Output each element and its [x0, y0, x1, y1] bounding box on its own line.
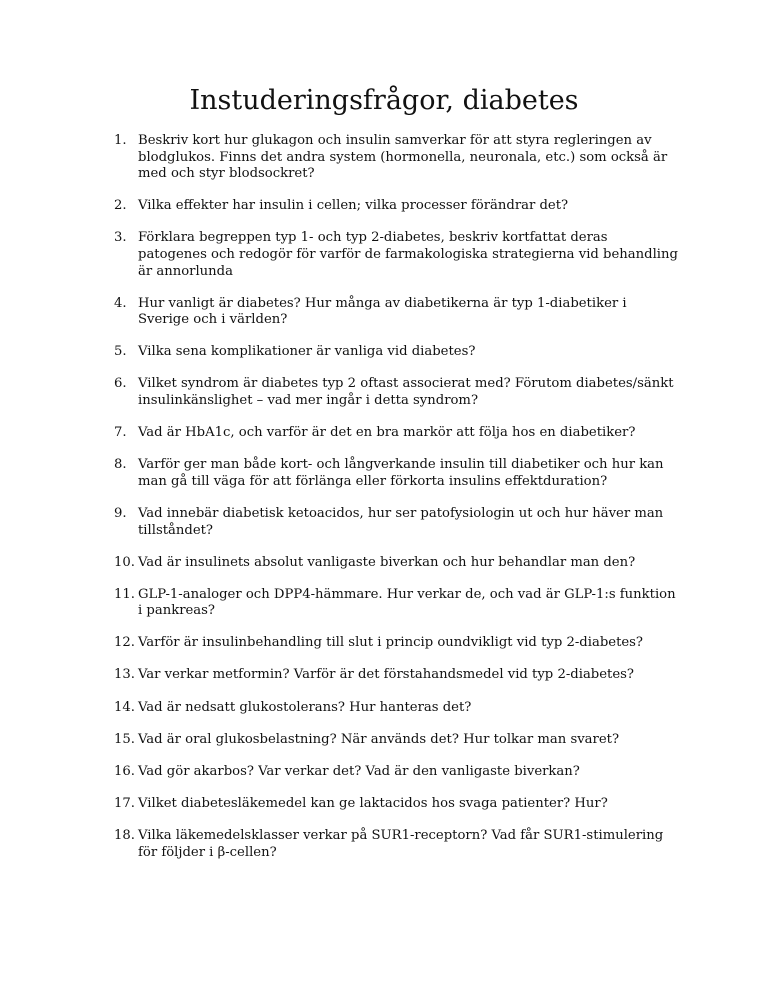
question-text: Vad är HbA1c, och varför är det en bra markör att följa hos en diabetiker? — [138, 425, 636, 441]
question-item — [114, 230, 680, 280]
question-item — [114, 667, 680, 684]
question-number: 3. — [114, 230, 127, 246]
question-number: 5. — [114, 344, 127, 360]
question-text: Hur vanligt är diabetes? Hur många av diabetikerna är typ 1-diabetiker i Sverige och i världen? — [138, 295, 627, 328]
question-text: Förklara begreppen typ 1- och typ 2-diabetes, beskriv kortfattat deras patogenes och redogör för varför de farmakologiska strategierna vid behandling är annorlunda — [138, 230, 678, 279]
question-number: 12. — [114, 635, 135, 651]
question-number: 17. — [114, 795, 135, 811]
question-item — [114, 296, 680, 329]
question-text: Vad är oral glukosbelastning? När används det? Hur tolkar man svaret? — [138, 731, 620, 747]
question-number: 15. — [114, 731, 135, 747]
question-item — [114, 133, 680, 183]
question-number: 13. — [114, 667, 135, 683]
question-number: 18. — [114, 827, 135, 843]
question-number: 10. — [114, 554, 135, 570]
question-number: 4. — [114, 295, 127, 311]
question-number: 16. — [114, 763, 135, 779]
question-item — [114, 796, 680, 813]
question-text: Vilket syndrom är diabetes typ 2 oftast associerat med? Förutom diabetes/sänkt insulinkänslighet – vad mer ingår i detta syndrom? — [138, 376, 674, 409]
question-text: Vad gör akarbos? Var verkar det? Vad är den vanligaste biverkan? — [138, 763, 580, 779]
page-title: Instuderingsfrågor, diabetes — [189, 85, 579, 116]
question-text: GLP-1-analoger och DPP4-hämmare. Hur verkar de, och vad är GLP-1:s funktion i pankreas? — [138, 586, 676, 619]
question-number: 7. — [114, 425, 127, 441]
question-text: Vilka effekter har insulin i cellen; vilka processer förändrar det? — [138, 198, 569, 214]
question-item — [114, 764, 680, 781]
question-text: Var verkar metformin? Varför är det förstahandsmedel vid typ 2-diabetes? — [138, 667, 634, 683]
question-text: Varför är insulinbehandling till slut i princip oundvikligt vid typ 2-diabetes? — [138, 635, 644, 651]
question-text: Vad innebär diabetisk ketoacidos, hur ser patofysiologin ut och hur häver man tillståndet? — [138, 505, 664, 538]
question-number: 2. — [114, 198, 127, 214]
question-number: 8. — [114, 457, 127, 473]
question-text: Vilket diabetesläkemedel kan ge laktacidos hos svaga patienter? Hur? — [138, 795, 608, 811]
question-number: 9. — [114, 505, 127, 521]
question-item — [114, 425, 680, 442]
question-text: Varför ger man både kort- och långverkande insulin till diabetiker och hur kan man gå till väga för att förlänga eller förkorta insulins effektduration? — [138, 457, 664, 489]
question-text: Vad är insulinets absolut vanligaste biverkan och hur behandlar man den? — [138, 554, 636, 570]
question-item — [114, 555, 680, 572]
question-number: 14. — [114, 699, 135, 715]
question-item — [114, 457, 680, 490]
question-number: 1. — [114, 133, 127, 148]
question-item — [114, 828, 680, 861]
question-item — [114, 587, 680, 620]
question-item — [114, 376, 680, 409]
question-item — [114, 700, 680, 717]
question-text: Vilka sena komplikationer är vanliga vid diabetes? — [138, 344, 476, 360]
question-list — [114, 133, 680, 877]
question-item — [114, 506, 680, 539]
question-number: 6. — [114, 376, 127, 392]
question-item — [114, 732, 680, 749]
question-item — [114, 344, 680, 361]
question-text: Beskriv kort hur glukagon och insulin samverkar för att styra regleringen av blodglukos. Finns det andra system (hormonella, neuronala, etc.) som också är med och styr blodsockret? — [138, 133, 668, 182]
question-text: Vad är nedsatt glukostolerans? Hur hanteras det? — [138, 699, 472, 715]
question-text: Vilka läkemedelsklasser verkar på SUR1-receptorn? Vad får SUR1-stimulering för följder i β-cellen? — [138, 827, 664, 860]
question-item — [114, 198, 680, 215]
question-number: 11. — [114, 586, 135, 602]
question-item — [114, 635, 680, 652]
